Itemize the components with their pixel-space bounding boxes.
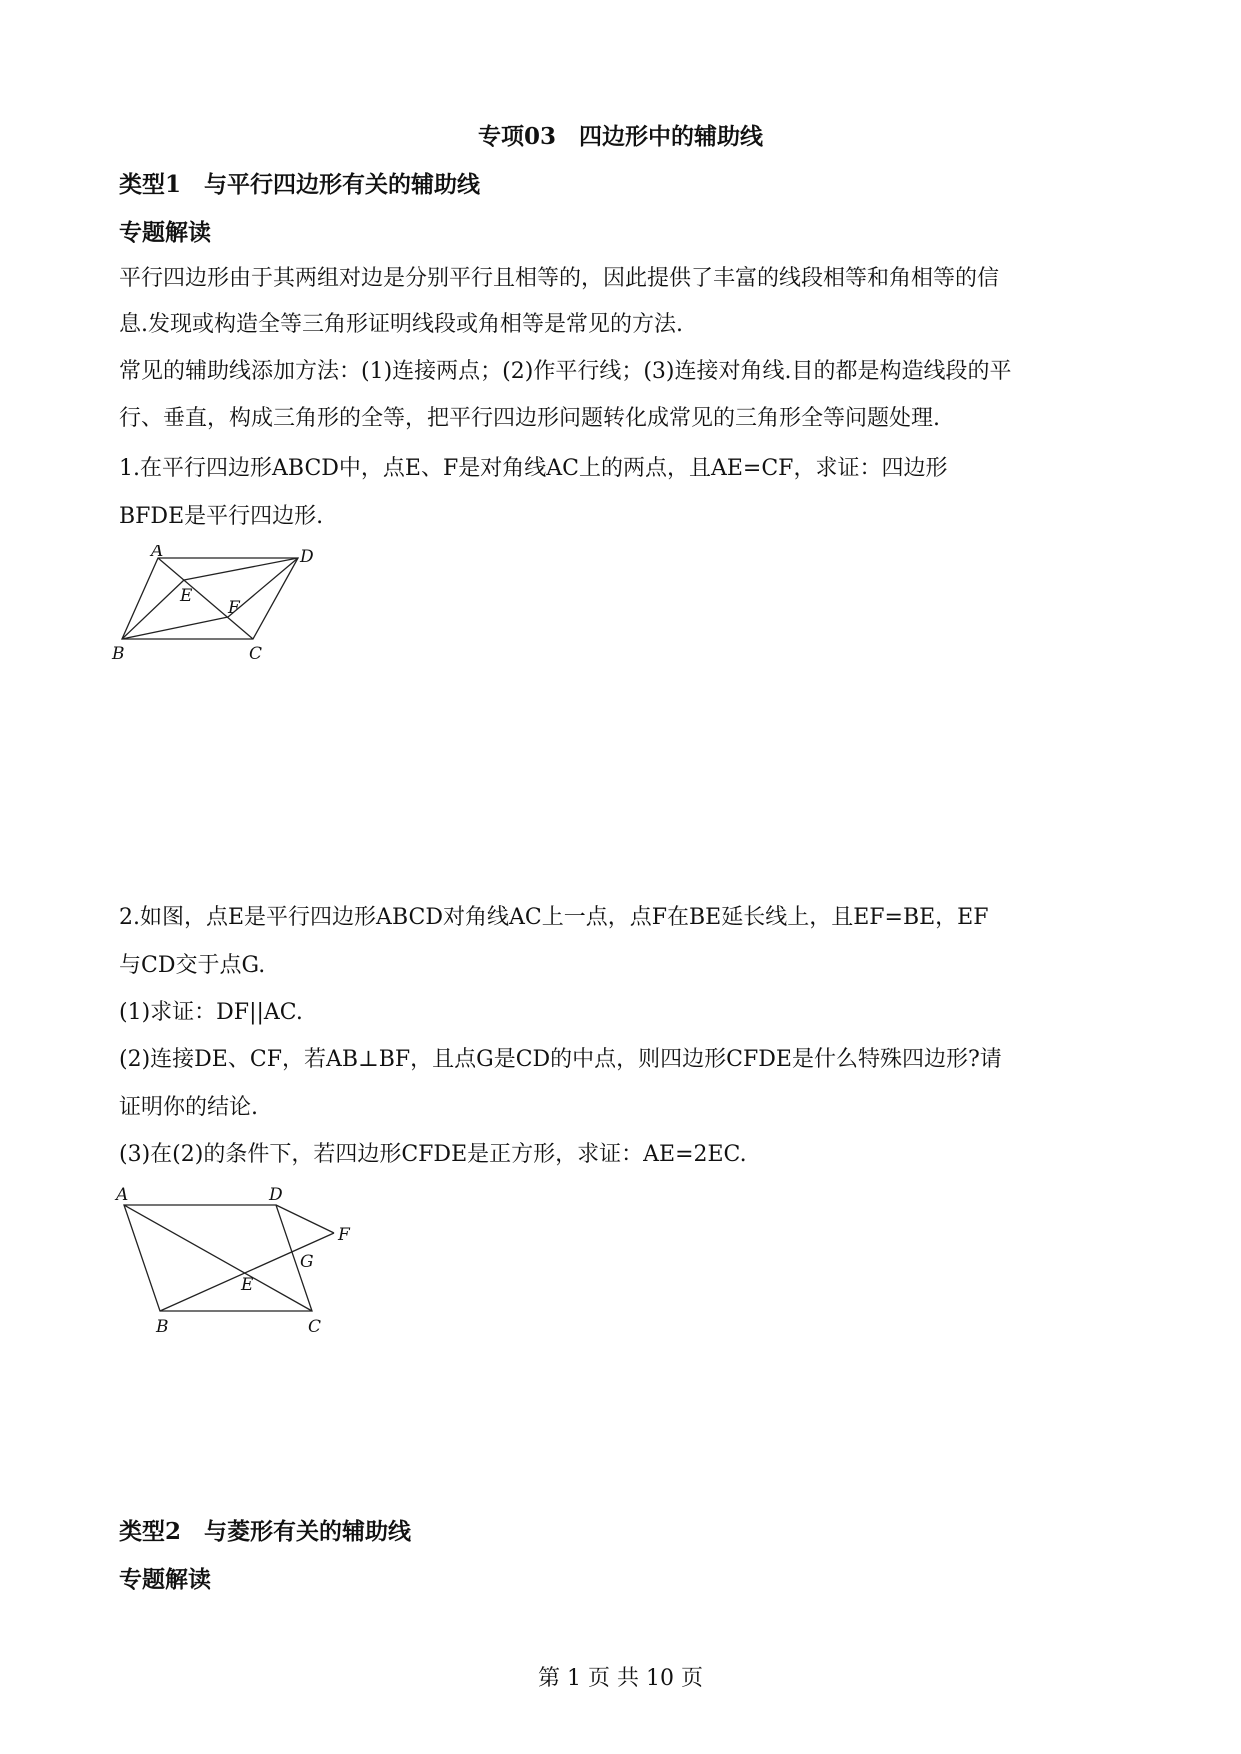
page-title: 专项03 四边形中的辅助线 (477, 123, 763, 150)
section-1-paragraph-1-line-2: 息.发现或构造全等三角形证明线段或角相等是常见的方法. (119, 312, 683, 337)
figure-2-label-b: B (156, 1317, 169, 1335)
figure-2-label-e: E (241, 1275, 254, 1295)
figure-1-label-d: D (300, 547, 314, 567)
figure-1-segment-bf (122, 617, 228, 639)
figure-1-label-b: B (112, 644, 125, 664)
figure-1-label-a: A (151, 545, 164, 561)
section-1-subheading: 专题解读 (119, 219, 211, 246)
problem-1-line-2: BFDE是平行四边形. (119, 504, 324, 529)
figure-2-label-f: F (338, 1225, 350, 1245)
problem-2-line-6: (3)在(2)的条件下，若四边形CFDE是正方形，求证：AE=2EC. (119, 1142, 747, 1167)
problem-2-line-3: (1)求证：DF||AC. (119, 1000, 303, 1025)
figure-1-parallelogram (110, 545, 320, 665)
section-2-subheading: 专题解读 (119, 1566, 211, 1593)
figure-2-label-g: G (300, 1252, 314, 1272)
page-footer: 第 1 页 共 10 页 (538, 1666, 703, 1691)
problem-2-line-5: 证明你的结论. (119, 1095, 258, 1120)
problem-2-line-1: 2.如图，点E是平行四边形ABCD对角线AC上一点，点F在BE延长线上，且EF=BE，EF (119, 905, 989, 930)
section-1-paragraph-2-line-1: 常见的辅助线添加方法：(1)连接两点；(2)作平行线；(3)连接对角线.目的都是构造线段的平 (119, 359, 1012, 384)
section-2-heading: 类型2 与菱形有关的辅助线 (119, 1518, 412, 1545)
figure-1-outline (122, 558, 298, 639)
problem-2-line-4: (2)连接DE、CF，若AB⊥BF，且点G是CD的中点，则四边形CFDE是什么特殊四边形?请 (119, 1047, 1002, 1072)
figure-1-segment-ed (184, 558, 298, 580)
figure-2-label-a: A (116, 1185, 129, 1205)
section-1-heading: 类型1 与平行四边形有关的辅助线 (119, 171, 481, 198)
figure-1-label-f: F (228, 598, 240, 618)
figure-1-label-c: C (249, 644, 263, 664)
figure-2-parallelogram (110, 1180, 370, 1335)
section-1-paragraph-2-line-2: 行、垂直，构成三角形的全等，把平行四边形问题转化成常见的三角形全等问题处理. (119, 406, 940, 431)
section-1-paragraph-1-line-1: 平行四边形由于其两组对边是分别平行且相等的，因此提供了丰富的线段相等和角相等的信 (119, 266, 1000, 291)
problem-1-line-1: 1.在平行四边形ABCD中，点E、F是对角线AC上的两点，且AE=CF，求证：四边形 (119, 456, 948, 481)
figure-2-label-d: D (269, 1185, 283, 1205)
figure-2-label-c: C (308, 1317, 322, 1335)
figure-1-label-e: E (180, 586, 193, 606)
problem-2-line-2: 与CD交于点G. (119, 953, 266, 978)
figure-2-diagonal-ac (124, 1205, 312, 1311)
figure-1-segment-be (122, 580, 184, 639)
